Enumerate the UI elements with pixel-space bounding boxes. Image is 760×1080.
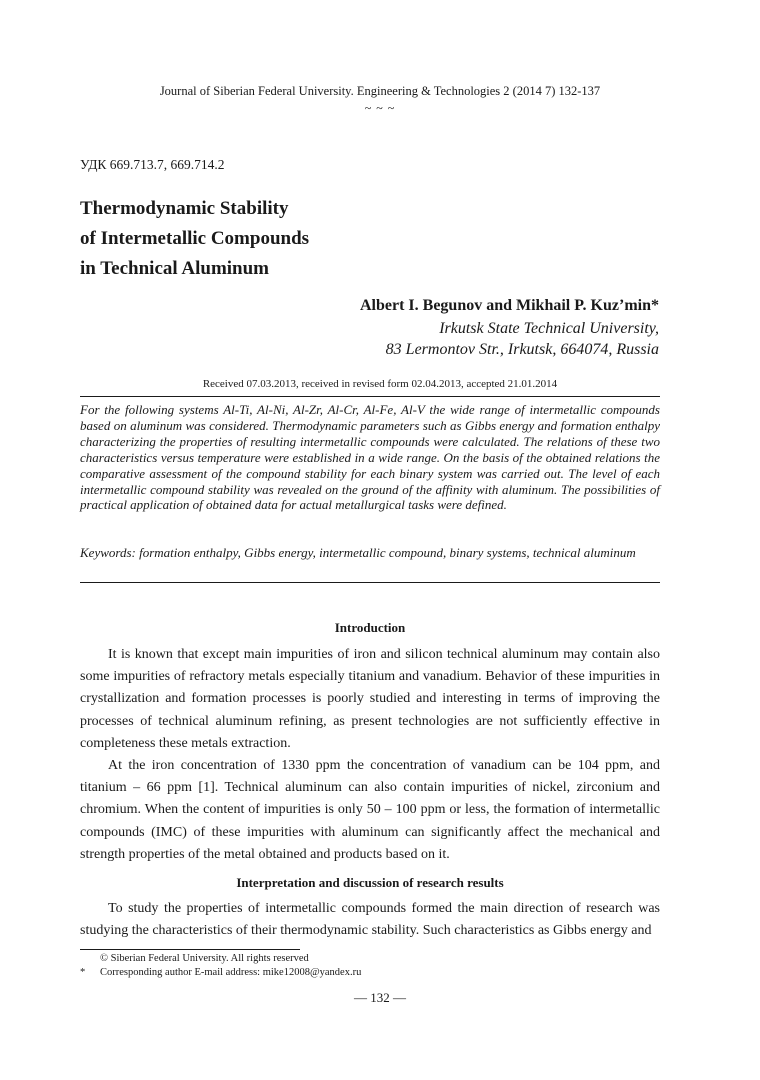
interpretation-body xyxy=(80,898,660,942)
paragraph: To study the properties of intermetallic compounds formed the main direction of research was studying the characteristics of their thermodynamic stability. Such characteristics as Gibbs energy and xyxy=(80,901,660,939)
affiliation xyxy=(386,318,659,360)
introduction-heading: Introduction xyxy=(334,620,406,635)
title-line: Thermodynamic Stability xyxy=(80,198,289,219)
udk-code: УДК 669.713.7, 669.714.2 xyxy=(80,157,225,172)
title-line: of Intermetallic Compounds xyxy=(80,228,310,249)
authors: Albert I. Begunov and Mikhail P. Kuz’min* xyxy=(359,297,659,314)
footnote-mark: * xyxy=(80,967,86,978)
affiliation-line: 83 Lermontov Str., Irkutsk, 664074, Russia xyxy=(385,341,659,358)
abstract-top-rule xyxy=(80,396,660,397)
article-title xyxy=(80,194,309,284)
abstract: For the following systems Al-Ti, Al-Ni, Al-Zr, Al-Cr, Al-Fe, Al-V the wide range of intermetallic compounds based on aluminum was considered. Thermodynamic parameters such as Gibbs energy and formation enthalpy characterizing the properties of resulting intermetallic compounds were calculated. The relations of these two characteristics versus temperature were established in a wide range. On the basis of the obtained relations the comparative assessment of the compound stability for each binary system was carried out. The level of each intermetallic compound stability was revealed on the ground of the affinity with aluminum. The possibilities of practical application of obtained data for actual metallurgical tasks were defined. xyxy=(80,402,660,513)
copyright-text: © Siberian Federal University. All rights reserved xyxy=(100,953,309,964)
footnote-copyright xyxy=(80,953,309,964)
keywords: Keywords: formation enthalpy, Gibbs energy, intermetallic compound, binary systems, technical aluminum xyxy=(80,545,636,560)
header-separator: ~ ~ ~ xyxy=(364,101,396,115)
abstract-bottom-rule xyxy=(80,582,660,583)
interpretation-heading: Interpretation and discussion of research results xyxy=(236,875,504,890)
journal-header: Journal of Siberian Federal University. Engineering & Technologies 2 (2014 7) 132-137 xyxy=(159,84,601,98)
title-line: in Technical Aluminum xyxy=(80,258,270,279)
corresponding-text: Corresponding author E-mail address: mike12008@yandex.ru xyxy=(100,967,362,978)
introduction-body xyxy=(80,644,660,866)
affiliation-line: Irkutsk State Technical University, xyxy=(439,320,659,337)
footnote-corresponding xyxy=(80,967,361,978)
paragraph: It is known that except main impurities of iron and silicon technical aluminum may contain also some impurities of refractory metals especially titanium and vanadium. Behavior of these impurities in crystallization and formation processes is poorly studied and interesting in terms of improving the processes of technical aluminum refining, as present technologies are not sufficiently effective in completeness these metals extraction. xyxy=(80,647,660,751)
page-number: — 132 — xyxy=(354,990,406,1005)
footnote-rule xyxy=(80,949,300,950)
received-dates: Received 07.03.2013, received in revised form 02.04.2013, accepted 21.01.2014 xyxy=(202,378,558,390)
paragraph: At the iron concentration of 1330 ppm the concentration of vanadium can be 104 ppm, and titanium – 66 ppm [1]. Technical aluminum can also contain impurities of nickel, zirconium and chromium. When the content of impurities is only 50 – 100 ppm or less, the formation of intermetallic compounds (IMC) of these impurities with aluminum can significantly affect the mechanical and strength properties of the metal obtained and products based on it. xyxy=(80,758,660,862)
